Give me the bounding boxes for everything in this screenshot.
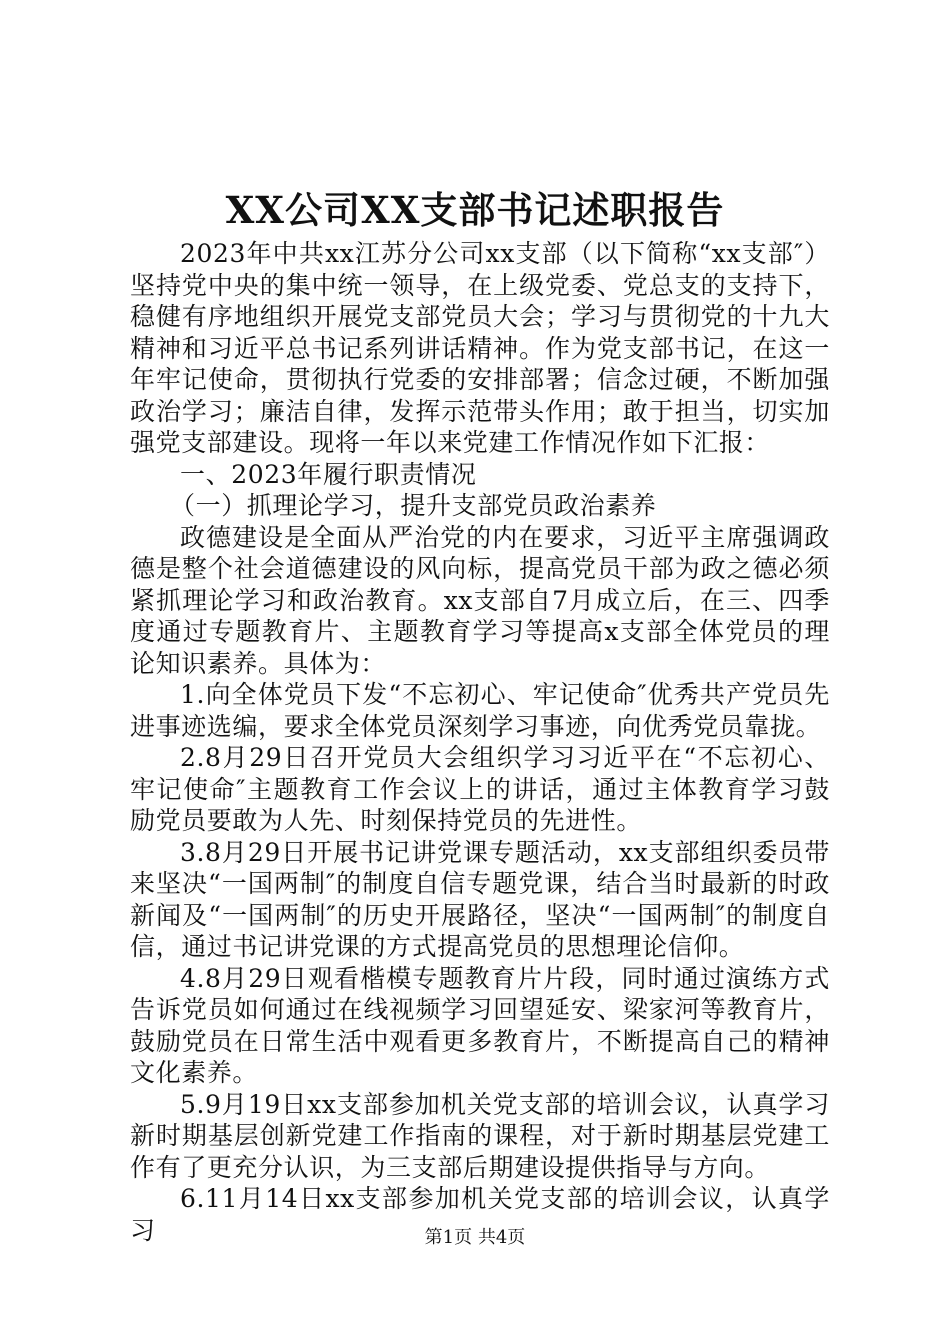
list-item-2: 2.8月29日召开党员大会组织学习习近平在“不忘初心、牢记使命″主题教育工作会议上的讲话，通过主体教育学习鼓励党员要敢为人先、时刻保持党员的先进性。 (130, 743, 830, 835)
document-body (130, 238, 830, 1246)
list-item-4: 4.8月29日观看楷模专题教育片片段，同时通过演练方式告诉党员如何通过在线视频学习回望延安、梁家河等教育片，鼓励党员在日常生活中观看更多教育片，不断提高自己的精神文化素养。 (130, 963, 830, 1087)
list-item-3: 3.8月29日开展书记讲党课专题活动，xx支部组织委员带来坚决“一国两制″的制度自信专题党课，结合当时最新的时政新闻及“一国两制″的历史开展路径，坚决“一国两制″的制度自信，通过书记讲党课的方式提高党员的思想理论信仰。 (130, 837, 830, 961)
body-paragraph: 政德建设是全面从严治党的内在要求，习近平主席强调政德是整个社会道德建设的风向标，提高党员干部为政之德必须紧抓理论学习和政治教育。xx支部自7月成立后，在三、四季度通过专题教育片、主题教育学习等提高x支部全体党员的理论知识素养。具体为： (130, 522, 830, 678)
subsection-heading: （一）抓理论学习，提升支部党员政治素养 (170, 491, 657, 520)
intro-paragraph: 2023年中共xx江苏分公司xx支部（以下简称“xx支部″）坚持党中央的集中统一领导，在上级党委、党总支的支持下，稳健有序地组织开展党支部党员大会；学习与贯彻党的十九大精神和习近平总书记系列讲话精神。作为党支部书记，在这一年牢记使命，贯彻执行党委的安排部署；信念过硬，不断加强政治学习；廉洁自律，发挥示范带头作用；敢于担当，切实加强党支部建设。现将一年以来党建工作情况作如下汇报： (130, 239, 830, 457)
section-heading: 一、2023年履行职责情况 (180, 459, 477, 489)
list-item-6: 6.11月14日xx支部参加机关党支部的培训会议，认真学习 (130, 1184, 830, 1245)
list-item-5: 5.9月19日xx支部参加机关党支部的培训会议，认真学习新时期基层创新党建工作指南的课程，对于新时期基层党建工作有了更充分认识，为三支部后期建设提供指导与方向。 (130, 1089, 830, 1182)
list-item-1: 1.向全体党员下发“不忘初心、牢记使命″优秀共产党员先进事迹选编，要求全体党员深刻学习事迹，向优秀党员靠拢。 (130, 680, 830, 741)
document-title: XX公司XX支部书记述职报告 (225, 188, 725, 232)
page-number-footer: 第1页 共4页 (424, 1227, 526, 1248)
